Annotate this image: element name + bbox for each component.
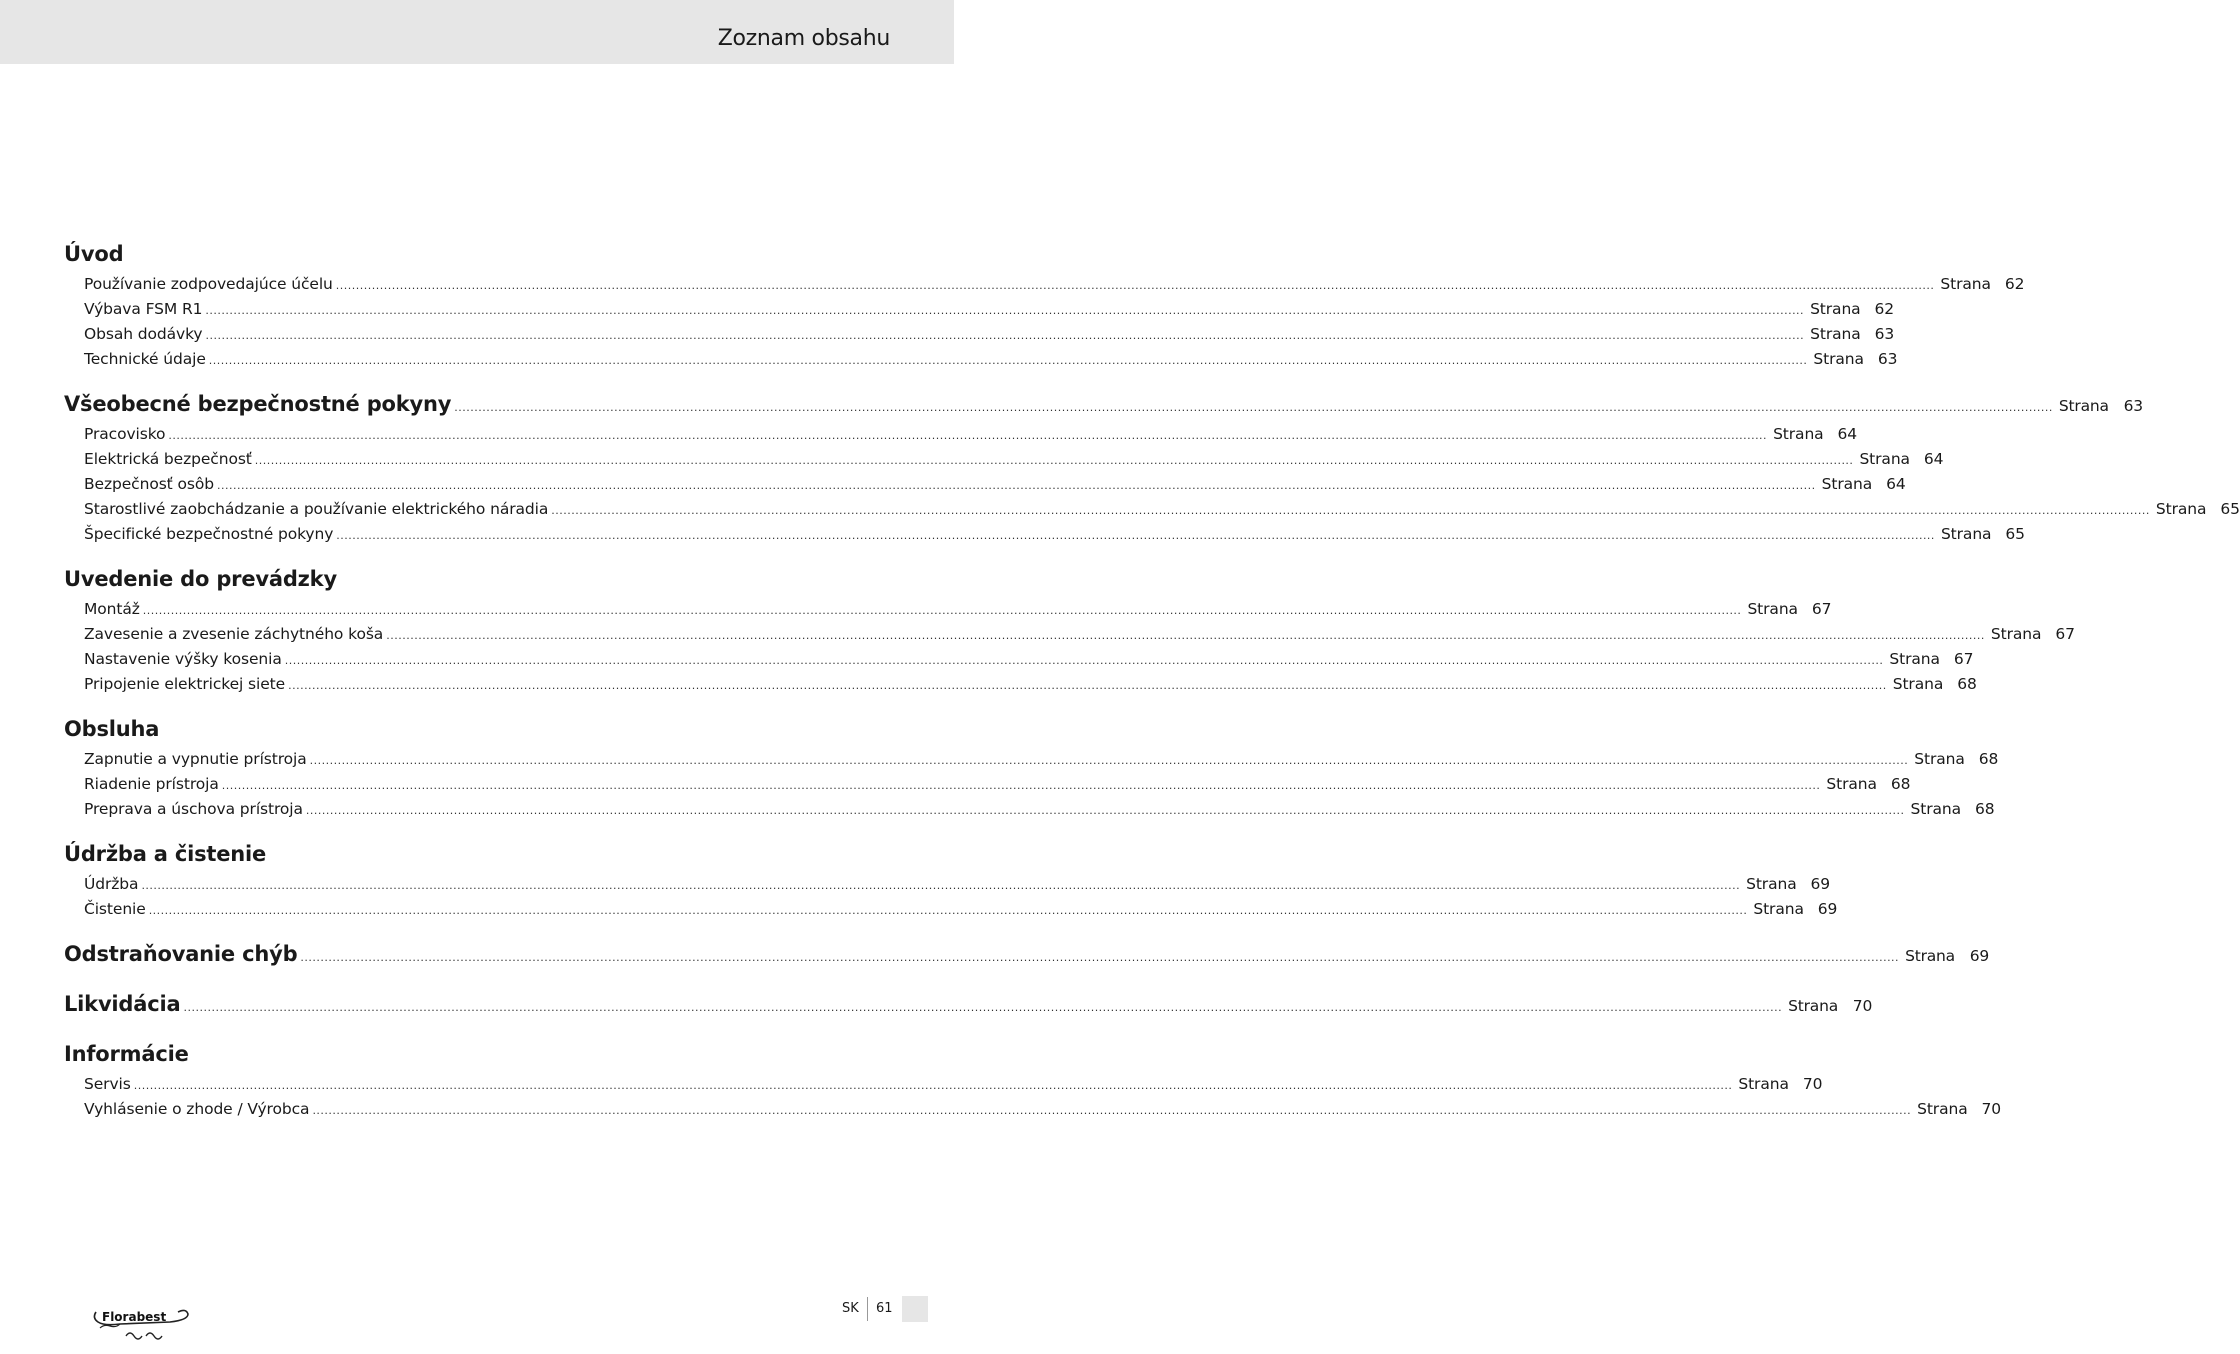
table-of-contents — [64, 236, 2240, 1136]
toc-entry — [64, 772, 1911, 797]
page-number: 69 — [1817, 900, 1838, 918]
entry-label: Servis — [84, 1075, 131, 1093]
section-heading — [64, 836, 806, 872]
page-word: Strana — [1905, 947, 1955, 965]
page-word: Strana — [1738, 1075, 1789, 1093]
toc-entry — [64, 647, 1974, 672]
page-number: 65 — [2005, 525, 2025, 543]
page-word: Strana — [1810, 300, 1861, 318]
page-number: 69 — [1969, 947, 1990, 965]
entry-label: Pripojenie elektrickej siete — [84, 675, 286, 693]
page-number: 67 — [1953, 650, 1974, 668]
leader-dots: ................................................................................................................................................................................................................................................................................................................................................................................................................ — [386, 629, 1985, 642]
leader-dots: ................................................................................................................................................................................................................................................................................................................................................................................................................ — [284, 654, 1884, 667]
page-reference — [1941, 522, 2025, 547]
page-number: 68 — [1890, 775, 1911, 793]
leader-dots: ................................................................................................................................................................................................................................................................................................................................................................................................................ — [142, 604, 1742, 617]
page-reference — [2156, 497, 2240, 522]
page-number: 68 — [1957, 675, 1977, 693]
section-title: Úvod — [64, 242, 124, 266]
section-heading — [64, 236, 806, 272]
leader-dots: ................................................................................................................................................................................................................................................................................................................................................................................................................ — [309, 754, 1909, 767]
page-word: Strana — [1892, 675, 1944, 693]
entry-label: Pracovisko — [84, 425, 166, 443]
page-word: Strana — [1917, 1100, 1968, 1118]
page-reference — [1905, 938, 1989, 974]
toc-entry — [64, 1072, 1823, 1097]
leader-dots: ................................................................................................................................................................................................................................................................................................................................................................................................................ — [216, 479, 1816, 492]
page-word: Strana — [1747, 600, 1798, 618]
page-number: 68 — [1975, 800, 1995, 818]
leader-dots: ................................................................................................................................................................................................................................................................................................................................................................................................................ — [336, 529, 1935, 542]
page-number: 67 — [1811, 600, 1832, 618]
logo-text: Florabest — [102, 1310, 167, 1324]
page-word: Strana — [1788, 997, 1839, 1015]
leader-dots: ................................................................................................................................................................................................................................................................................................................................................................................................................ — [335, 279, 1935, 292]
toc-entry — [64, 422, 1858, 447]
page-reference — [1940, 272, 2024, 297]
page-reference — [1813, 347, 1897, 372]
toc-entry — [64, 347, 1898, 372]
toc-entry — [64, 322, 1895, 347]
leader-dots: ................................................................................................................................................................................................................................................................................................................................................................................................................ — [254, 454, 1854, 467]
toc-section — [64, 1036, 2002, 1122]
footer-divider — [867, 1297, 868, 1321]
leader-dots: ................................................................................................................................................................................................................................................................................................................................................................................................................ — [312, 1104, 1912, 1117]
page-reference — [1859, 447, 1943, 472]
footer-page-number: 61 — [876, 1301, 893, 1316]
leader-dots: ................................................................................................................................................................................................................................................................................................................................................................................................................ — [183, 1001, 1783, 1014]
entry-label: Výbava FSM R1 — [84, 300, 203, 318]
page-reference — [1810, 322, 1894, 347]
page-number: 65 — [2220, 500, 2240, 518]
page-number: 64 — [1923, 450, 1944, 468]
entry-label: Zapnutie a vypnutie prístroja — [84, 750, 307, 768]
entry-label: Bezpečnosť osôb — [84, 475, 214, 493]
toc-entry — [64, 797, 1995, 822]
page-word: Strana — [1940, 525, 1992, 543]
entry-label: Špecifické bezpečnostné pokyny — [84, 525, 334, 543]
footer-tab-marker — [902, 1296, 928, 1322]
toc-entry — [64, 897, 1838, 922]
toc-entry — [64, 747, 1999, 772]
toc-entry — [64, 622, 2075, 647]
page-number: 62 — [1874, 300, 1895, 318]
section-title: Odstraňovanie chýb — [64, 942, 298, 966]
leader-dots: ................................................................................................................................................................................................................................................................................................................................................................................................................ — [300, 951, 1900, 964]
page-number: 63 — [1877, 350, 1898, 368]
toc-entry — [64, 522, 2025, 547]
page-word: Strana — [2155, 500, 2207, 518]
leader-dots: ................................................................................................................................................................................................................................................................................................................................................................................................................ — [133, 1079, 1733, 1092]
page-number: 64 — [1886, 475, 1906, 493]
page-word: Strana — [1753, 900, 1804, 918]
toc-section — [64, 386, 2240, 547]
section-heading — [64, 1036, 806, 1072]
entry-label: Používanie zodpovedajúce účelu — [84, 275, 333, 293]
section-heading — [64, 561, 806, 597]
page-word: Strana — [1910, 800, 1962, 818]
section-heading — [64, 711, 806, 747]
section-title: Obsluha — [64, 717, 160, 741]
leader-dots: ................................................................................................................................................................................................................................................................................................................................................................................................................ — [148, 904, 1748, 917]
page-reference — [1747, 597, 1831, 622]
section-title: Uvedenie do prevádzky — [64, 567, 337, 591]
leader-dots: ................................................................................................................................................................................................................................................................................................................................................................................................................ — [221, 779, 1821, 792]
page-reference — [1773, 422, 1857, 447]
page-reference — [1738, 1072, 1822, 1097]
page-word: Strana — [1813, 350, 1864, 368]
page-reference — [1889, 647, 1973, 672]
toc-entry — [64, 297, 1895, 322]
page-number: 63 — [2123, 397, 2143, 415]
page-word: Strana — [1746, 875, 1797, 893]
section-heading — [64, 936, 1990, 972]
page-word: Strana — [1810, 325, 1861, 343]
section-heading — [64, 986, 1873, 1022]
page-number: 70 — [1981, 1100, 2002, 1118]
page-reference — [1788, 988, 1872, 1024]
page-word: Strana — [1773, 425, 1824, 443]
entry-label: Starostlivé zaobchádzanie a používanie elektrického náradia — [84, 500, 549, 518]
page-number: 67 — [2055, 625, 2075, 643]
florabest-logo — [90, 1304, 194, 1344]
leader-dots: ................................................................................................................................................................................................................................................................................................................................................................................................................ — [208, 354, 1808, 367]
toc-section — [64, 936, 1990, 972]
page-number: 62 — [2004, 275, 2025, 293]
page-reference — [1914, 747, 1998, 772]
entry-label: Montáž — [84, 600, 140, 618]
entry-label: Preprava a úschova prístroja — [84, 800, 303, 818]
toc-entry — [64, 597, 1832, 622]
entry-label: Údržba — [84, 875, 139, 893]
page-word: Strana — [1826, 775, 1877, 793]
toc-section — [64, 561, 2075, 697]
toc-section — [64, 711, 1999, 822]
page-reference — [1917, 1097, 2001, 1122]
page-word: Strana — [1940, 275, 1991, 293]
entry-label: Čistenie — [84, 900, 146, 918]
header-band — [0, 0, 954, 64]
page-reference — [1991, 622, 2075, 647]
page-number: 63 — [1874, 325, 1895, 343]
leader-dots: ................................................................................................................................................................................................................................................................................................................................................................................................................ — [288, 679, 1887, 692]
entry-label: Nastavenie výšky kosenia — [84, 650, 282, 668]
page-number: 70 — [1802, 1075, 1823, 1093]
page-word: Strana — [1821, 475, 1873, 493]
page-reference — [1911, 797, 1995, 822]
page-number: 64 — [1837, 425, 1858, 443]
toc-entry — [64, 872, 1831, 897]
footer-language: SK — [842, 1301, 859, 1316]
toc-entry — [64, 472, 1906, 497]
toc-entry — [64, 672, 1977, 697]
page-reference — [2059, 388, 2143, 424]
leader-dots: ................................................................................................................................................................................................................................................................................................................................................................................................................ — [454, 401, 2053, 414]
section-heading — [64, 386, 2143, 422]
leader-dots: ................................................................................................................................................................................................................................................................................................................................................................................................................ — [141, 879, 1741, 892]
entry-label: Obsah dodávky — [84, 325, 203, 343]
entry-label: Zavesenie a zvesenie záchytného koša — [84, 625, 384, 643]
toc-section — [64, 836, 1838, 922]
page-word: Strana — [1859, 450, 1910, 468]
toc-entry — [64, 272, 2025, 297]
page-number: 69 — [1810, 875, 1831, 893]
page-word: Strana — [1990, 625, 2042, 643]
entry-label: Technické údaje — [84, 350, 206, 368]
page-reference — [1826, 772, 1910, 797]
toc-section — [64, 986, 1873, 1022]
leader-dots: ................................................................................................................................................................................................................................................................................................................................................................................................................ — [551, 504, 2150, 517]
toc-section — [64, 236, 2025, 372]
section-title: Všeobecné bezpečnostné pokyny — [64, 392, 452, 416]
page-reference — [1893, 672, 1977, 697]
toc-entry — [64, 447, 1944, 472]
entry-label: Riadenie prístroja — [84, 775, 219, 793]
leader-dots: ................................................................................................................................................................................................................................................................................................................................................................................................................ — [205, 329, 1805, 342]
section-title: Informácie — [64, 1042, 189, 1066]
page-word: Strana — [1914, 750, 1965, 768]
entry-label: Vyhlásenie o zhode / Výrobca — [84, 1100, 310, 1118]
page-word: Strana — [2058, 397, 2109, 415]
page-reference — [1746, 872, 1830, 897]
page-title: Zoznam obsahu — [717, 26, 890, 51]
toc-entry — [64, 1097, 2002, 1122]
leader-dots: ................................................................................................................................................................................................................................................................................................................................................................................................................ — [205, 304, 1805, 317]
section-title: Údržba a čistenie — [64, 842, 267, 866]
page-reference — [1753, 897, 1837, 922]
entry-label: Elektrická bezpečnosť — [84, 450, 252, 468]
page-reference — [1810, 297, 1894, 322]
page-reference — [1822, 472, 1906, 497]
page-number: 70 — [1852, 997, 1873, 1015]
section-title: Likvidácia — [64, 992, 181, 1016]
page-word: Strana — [1889, 650, 1940, 668]
page-number: 68 — [1978, 750, 1999, 768]
leader-dots: ................................................................................................................................................................................................................................................................................................................................................................................................................ — [305, 804, 1905, 817]
leader-dots: ................................................................................................................................................................................................................................................................................................................................................................................................................ — [168, 429, 1768, 442]
toc-entry — [64, 497, 2240, 522]
